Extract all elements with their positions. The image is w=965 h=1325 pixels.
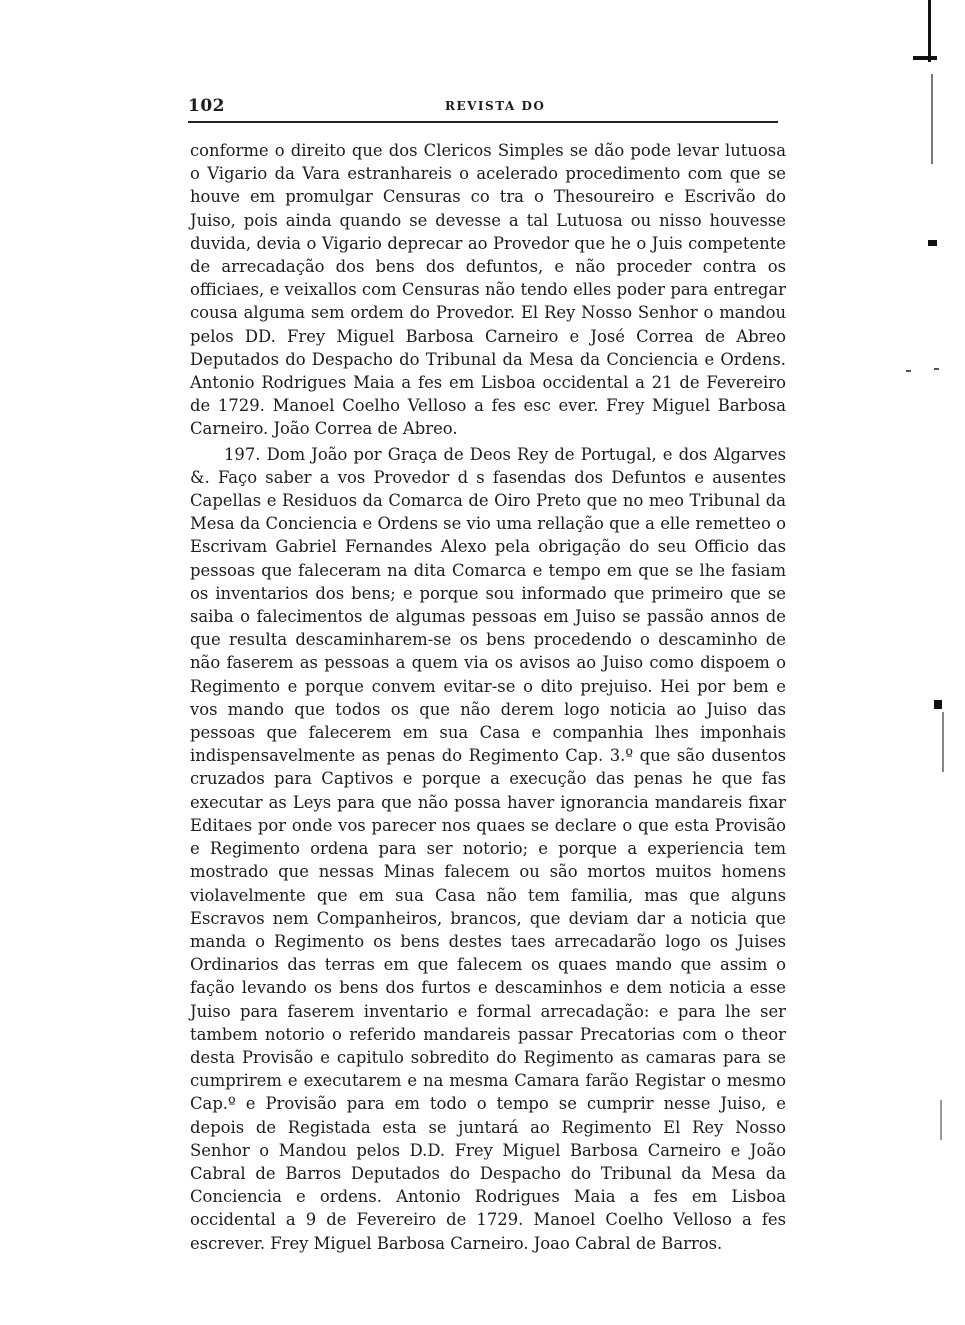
paragraph-2-text: Dom João por Graça de Deos Rey de Portugal, e dos Algarves &. Faço saber a vos Provedor d s fasendas dos Defuntos e ausentes Capellas e Residuos da Comarca de Oiro Preto que no meo Tribunal da Mesa da Conciencia e Ordens se vio uma rellação que a elle remetteo o Escrivam Gabriel Fernandes Alexo pela obrigação do seu Officio das pessoas que faleceram na dita Comarca e tempo em que se lhe fasiam os inventarios dos bens; e porque sou informado que primeiro que se saiba o falecimentos de algumas pessoas em Juiso se passão annos de que resulta descaminharem-se os bens procedendo o descaminho de não faserem as pessoas a quem via os avisos ao Juiso como dispoem o Regimento e porque convem evitar-se o dito prejuiso. Hei por bem e vos mando que todos os que não derem logo noticia ao Juiso das pessoas que falecerem em sua Casa e companhia lhes imponhais indispensavelmente as penas do Regimento Cap. 3.º que são dusentos cruzados para Captivos e porque a execução das penas he que fas executar as Leys para que não possa haver ignorancia mandareis fixar Editaes por onde vos parecer nos quaes se declare o que esta Provisão e Regimento ordena para ser notorio; e porque a experiencia tem mostrado que nessas Minas falecem ou são mortos muitos homens violavelmente que em sua Casa não tem familia, mas que alguns Escravos nem Companheiros, brancos, que deviam dar a noticia que manda o Regimento os bens destes taes arrecadarão logo os Juises Ordinarios das terras em que falecem os quaes mando que assim o fação levando os bens dos furtos e descaminhos e dem noticia a esse Juiso para faserem inventario e formal arrecadação: e para lhe ser tambem notorio o referido mandareis passar Precatorias com o theor desta Provisão e capitulo sobredito do Regimento as camaras para se cumprirem e executarem e na mesma Camara farão Registar o mesmo Cap.º e Provisão para em todo o tempo se cumprir nesse Juiso, e depois de Registada esta se juntará ao Regimento El Rey Nosso Senhor o Mandou pelos D.D. Frey Miguel Barbosa Carneiro e João Cabral de Barros Deputados do Despacho do Tribunal da Mesa da Conciencia e ordens. Antonio Rodrigues Maia a fes em Lisboa occidental a 9 de Fevereiro de 1729. Manoel Coelho Velloso a fes escrever. Frey Miguel Barbosa Carneiro. Joao Cabral de Barros. [190, 444, 786, 1253]
scan-mark-edge-3 [940, 1100, 942, 1140]
scan-mark-edge-2 [942, 712, 944, 772]
scan-mark-dot-1 [928, 240, 937, 246]
scan-mark-top-foot [913, 56, 937, 60]
paragraph-2 [190, 443, 786, 1255]
page-number: 102 [188, 96, 225, 116]
header-rule [188, 121, 778, 123]
scan-mark-edge-1 [931, 74, 933, 164]
scan-mark-dot-4 [934, 368, 939, 370]
running-head: REVISTA DO [445, 99, 546, 113]
scan-mark-dot-2 [934, 700, 942, 709]
page-header [188, 96, 778, 120]
scan-mark-top [928, 0, 931, 62]
paragraph-1-text: conforme o direito que dos Clericos Simples se dão pode levar lutuosa o Vigario da Vara estranhareis o acelerado procedimento com que se houve em promulgar Censuras co tra o Thesoureiro e Escrivão do Juiso, pois ainda quando se devesse a tal Lutuosa ou nisso houvesse duvida, devia o Vigario deprecar ao Provedor que he o Juis competente de arrecadação dos bens dos defuntos, e não proceder contra os officiaes, e veixallos com Censuras não tendo elles poder para entregar cousa alguma sem ordem do Provedor. El Rey Nosso Senhor o mandou pelos DD. Frey Miguel Barbosa Carneiro e José Correa de Abreo Deputados do Despacho do Tribunal da Mesa da Conciencia e Ordens. Antonio Rodrigues Maia a fes em Lisboa occidental a 21 de Fevereiro de 1729. Manoel Coelho Velloso a fes esc ever. Frey Miguel Barbosa Carneiro. João Correa de Abreo. [190, 141, 786, 439]
body-text [190, 139, 786, 1255]
paragraph-1 [190, 139, 786, 441]
paragraph-number: 197. [224, 444, 261, 464]
scan-mark-dot-3 [906, 370, 911, 372]
